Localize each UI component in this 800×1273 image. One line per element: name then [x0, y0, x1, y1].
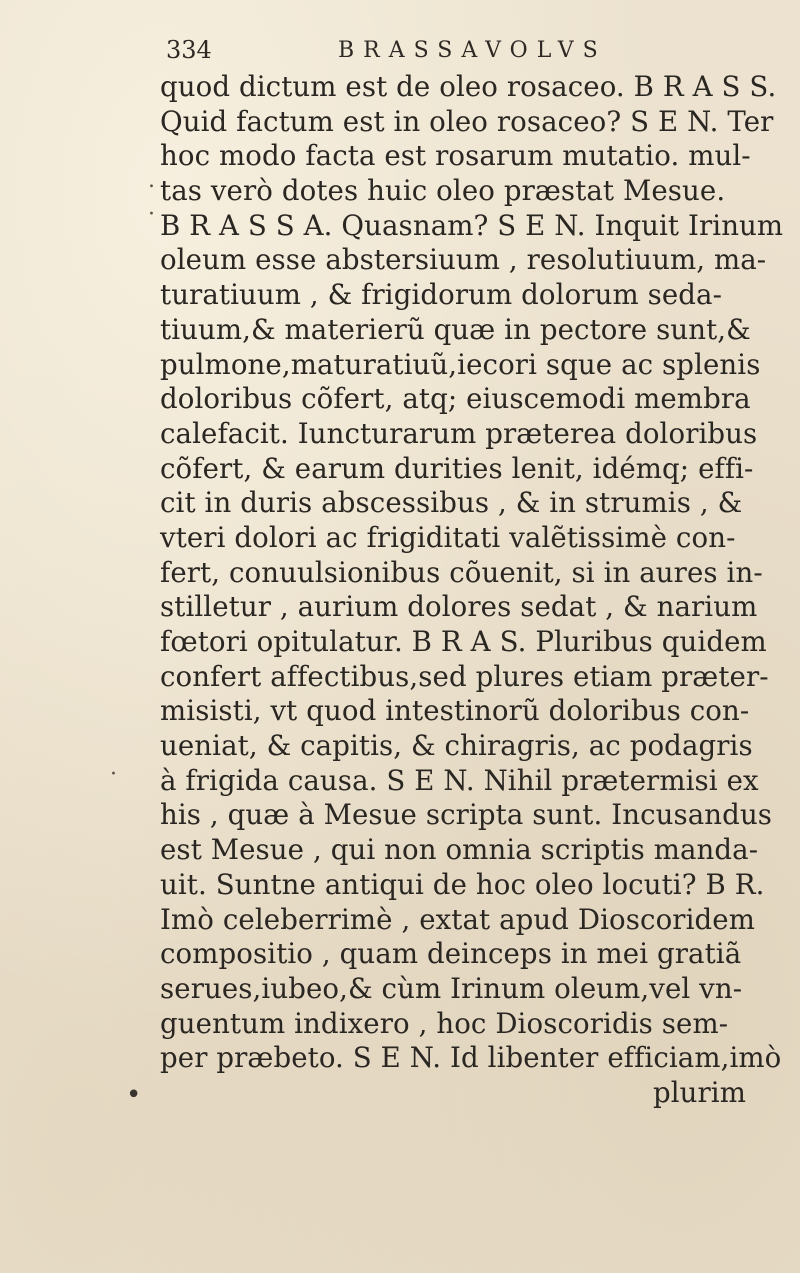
running-head: BRASSAVOLVS [338, 38, 607, 63]
text-line: vteri dolori ac frigiditati valẽtissimè con- [160, 520, 736, 554]
text-line: hoc modo facta est rosarum mutatio. mul- [160, 139, 751, 173]
text-line: guentum indixero , hoc Dioscoridis sem- [160, 1006, 729, 1040]
text-line: Quid factum est in oleo rosaceo? S E N. Ter [160, 104, 774, 138]
text-line: fœtori opitulatur. B R A S. Pluribus quidem [160, 625, 767, 658]
text-line: per præbeto. S E N. Id libenter efficiam,imò [160, 1041, 782, 1075]
text-line: misisti, vt quod intestinorũ doloribus con- [160, 694, 750, 728]
text-line: à frigida causa. S E N. Nihil prætermisi ex [160, 763, 759, 797]
text-line: compositio , quam deinceps in mei gratiã [160, 937, 742, 971]
text-line: doloribus cõfert, atq; eiuscemodi membra [160, 382, 751, 416]
text-line: serues,iubeo,& cùm Irinum oleum,vel vn- [160, 971, 743, 1005]
margin-mark: • [126, 1080, 142, 1110]
margin-mark: · [148, 202, 155, 227]
text-line: oleum esse abstersiuum , resolutiuum, ma- [160, 243, 767, 277]
page-header [166, 36, 666, 72]
body-text [160, 70, 784, 1111]
text-line: cit in duris abscessibus , & in strumis , & [160, 486, 743, 520]
text-line: ueniat, & capitis, & chiragris, ac podagris [160, 729, 753, 763]
text-line: his , quæ à Mesue scripta sunt. Incusandus [160, 798, 773, 832]
margin-mark: . [148, 168, 155, 193]
text-line: turatiuum , & frigidorum dolorum seda- [160, 278, 723, 312]
text-line: quod dictum est de oleo rosaceo. B R A S S. [160, 70, 777, 103]
text-line: calefacit. Iuncturarum præterea doloribus [160, 416, 758, 450]
text-line: fert, conuulsionibus cõuenit, si in aures in- [160, 555, 763, 589]
text-line: confert affectibus,sed plures etiam præter- [160, 659, 769, 693]
text-line: tiuum,& materierũ quæ in pectore sunt,& [160, 312, 751, 346]
text-line: Imò celeberrimè , extat apud Dioscoridem [160, 902, 755, 936]
text-line: est Mesue , qui non omnia scriptis manda- [160, 833, 759, 867]
catchword: plurim [652, 1075, 746, 1109]
text-line: tas verò dotes huic oleo præstat Mesue. [160, 174, 726, 208]
text-line: B R A S S A. Quasnam? S E N. Inquit Irinum [160, 208, 784, 242]
text-line: uit. Suntne antiqui de hoc oleo locuti? B R. [160, 867, 765, 901]
page-number: 334 [166, 36, 212, 64]
text-line: stilletur , aurium dolores sedat , & narium [160, 590, 758, 624]
text-line: pulmone,maturatiuũ,iecori sque ac splenis [160, 347, 761, 381]
text-line: cõfert, & earum durities lenit, idémq; effi- [160, 451, 754, 485]
margin-mark: · [110, 762, 117, 787]
